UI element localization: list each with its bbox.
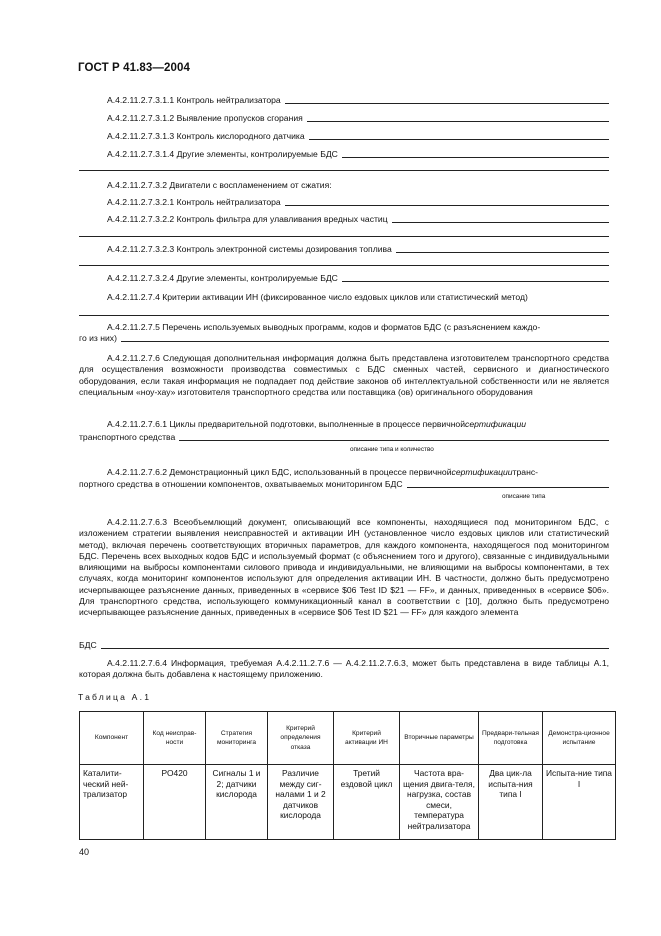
document-header: ГОСТ Р 41.83—2004 [78, 62, 190, 74]
paragraph [79, 353, 609, 398]
paragraph-text: А.4.2.11.2.7.6.4 Информация, требуемая А.4.2.11.2.7.6 — А.4.2.11.2.7.6.3, может быть представлена в виде таблицы А.1, которая должна быть добавлена к настоящему приложению. [79, 658, 609, 680]
table-title: Таблица А.1 [78, 692, 152, 702]
item-line [107, 273, 609, 284]
paragraph-text: го из них) [79, 333, 117, 343]
item-line [107, 244, 609, 255]
table-cell: Сигналы 1 и 2; датчики кислорода [206, 765, 268, 840]
item-text: А.4.2.11.2.7.3.2.3 Контроль электронной системы дозирования топлива [107, 244, 392, 254]
item-text: А.4.2.11.2.7.3.1.3 Контроль кислородного датчика [107, 131, 305, 141]
blank-rule [79, 315, 609, 316]
paragraph-text: портного средства в отношении компонентов, охватываемых мониторингом БДС [79, 479, 403, 489]
paragraph-text: А.4.2.11.2.7.6.3 Всеобъемлющий документ, описывающий все компоненты, находящиеся под мониторингом БДС, с изложением стратегии выявления неисправностей и активации ИН (установленное число ездовых циклов или статистический метод), включая перечень соответствующих вторичных параметров, для каждого компонента, находящегося под мониторингом БДС. Перечень всех выходных кодов БДС и используемый формат (с объяснением того и другого), связанные с индивидуальными влияющими на выбросы компонентами силового привода и индивидуальными, не влияющими на выбросы компонентами, в тех случаях, когда мониторинг компонентов используют для определения активации ИН. В частности, должно быть предусмотрено исчерпывающее разъяснение данных, приведенных в «сервисе $06 Test ID $21 — FF», и данных, приведенных в «сервисе $06». Для транспортного средства, использующего коммуникационный канал в соответствии с [10], должно быть предусмотрено исчерпывающее разъяснение данных, приведенных в «сервисе $06 Test ID $21 — FF» для каждого элемента [79, 517, 609, 618]
table-cell: Два цик-ла испыта-ния типа I [479, 765, 543, 840]
item-line [107, 131, 609, 142]
column-header: Критерий активации ИН [334, 712, 400, 765]
item-text: А.4.2.11.2.7.3.2.2 Контроль фильтра для улавливания вредных частиц [107, 214, 388, 224]
item-text: А.4.2.11.2.7.3.1.4 Другие элементы, контролируемые БДС [107, 149, 338, 159]
paragraph-text: БДС [79, 640, 97, 650]
paragraph [79, 517, 609, 619]
page-number: 40 [79, 847, 90, 857]
field-caption: описание типа и количество [350, 446, 434, 453]
item-line [107, 113, 609, 124]
paragraph-text: А.4.2.11.2.7.5 Перечень используемых выводных программ, кодов и форматов БДС (с разъяснением каждо- [107, 322, 541, 332]
fill-rule [101, 647, 609, 649]
field-caption: описание типа [502, 493, 546, 500]
fill-rule [307, 120, 609, 122]
column-header: Критерий определения отказа [268, 712, 334, 765]
fill-rule [285, 204, 609, 206]
blank-rule [79, 236, 609, 237]
paragraph-text: транспортного средства [79, 432, 176, 442]
fill-rule [309, 138, 609, 140]
column-header: Компонент [80, 712, 144, 765]
table-cell: Различие между сиг-налами 1 и 2 датчиков кислорода [268, 765, 334, 840]
table-cell: Частота вра-щения двига-теля, нагрузка, состав смеси, температура нейтрализатора [400, 765, 479, 840]
table-row [80, 765, 616, 840]
item-line [107, 214, 609, 225]
table-header-row [80, 712, 616, 765]
paragraph-text: А.4.2.11.2.7.6.1 Циклы предварительной подготовки, выполненные в процессе первичной [107, 419, 466, 429]
column-header: Стратегия мониторинга [206, 712, 268, 765]
fill-rule [342, 280, 609, 282]
fill-rule [407, 486, 609, 488]
item-text: А.4.2.11.2.7.4 Критерии активации ИН (фиксированное число ездовых циклов или статистический метод) [107, 292, 528, 302]
emphasis-text: сертификации [451, 467, 513, 477]
paragraph-line [79, 333, 609, 344]
data-table [79, 711, 616, 840]
fill-rule [121, 340, 609, 342]
item-text: А.4.2.11.2.7.3.2 Двигатели с воспламенением от сжатия: [107, 180, 332, 190]
paragraph-line [107, 419, 609, 430]
table-cell: Третий ездовой цикл [334, 765, 400, 840]
paragraph-line [79, 640, 609, 651]
table-cell: PO420 [144, 765, 206, 840]
blank-rule [79, 170, 609, 171]
blank-rule [79, 265, 609, 266]
item-line [107, 149, 609, 160]
paragraph [79, 658, 609, 681]
item-line [107, 95, 609, 106]
item-text: А.4.2.11.2.7.3.1.2 Выявление пропусков сгорания [107, 113, 303, 123]
item-text: А.4.2.11.2.7.3.1.1 Контроль нейтрализатора [107, 95, 281, 105]
paragraph-line [107, 467, 609, 478]
column-header: Демонстра-ционное испытание [543, 712, 616, 765]
table-cell: Каталити-ческий ней-трализатор [80, 765, 144, 840]
item-text: А.4.2.11.2.7.3.2.4 Другие элементы, контролируемые БДС [107, 273, 338, 283]
paragraph-line [107, 322, 609, 333]
paragraph-text: транс- [512, 467, 538, 477]
emphasis-text: сертификации [465, 419, 527, 429]
paragraph-text: А.4.2.11.2.7.6 Следующая дополнительная информация должна быть представлена изготовителем транспортного средства для осуществления возможности производства совместимых с БДС сменных частей, сервисного и диагностического оборудования, если такая информация не подпадает под действие законов об интеллектуальной собственности или не является специальным «ноу-хау» изготовителя транспортного средства или поставщика (ов) оригинального оборудования [79, 353, 609, 397]
column-header: Предвари-тельная подготовка [479, 712, 543, 765]
column-header: Код неисправ-ности [144, 712, 206, 765]
fill-rule [179, 439, 609, 441]
fill-rule [396, 251, 609, 253]
fill-rule [342, 156, 609, 158]
item-line [107, 197, 609, 208]
item-text: А.4.2.11.2.7.3.2.1 Контроль нейтрализатора [107, 197, 281, 207]
column-header: Вторичные параметры [400, 712, 479, 765]
item-line [107, 180, 609, 191]
paragraph-line [79, 432, 609, 443]
paragraph-line [79, 479, 609, 490]
paragraph-text: А.4.2.11.2.7.6.2 Демонстрационный цикл БДС, использованный в процессе первичной [107, 467, 452, 477]
item-line [107, 292, 609, 303]
table-cell: Испыта-ние типа I [543, 765, 616, 840]
fill-rule [392, 221, 609, 223]
fill-rule [285, 102, 609, 104]
